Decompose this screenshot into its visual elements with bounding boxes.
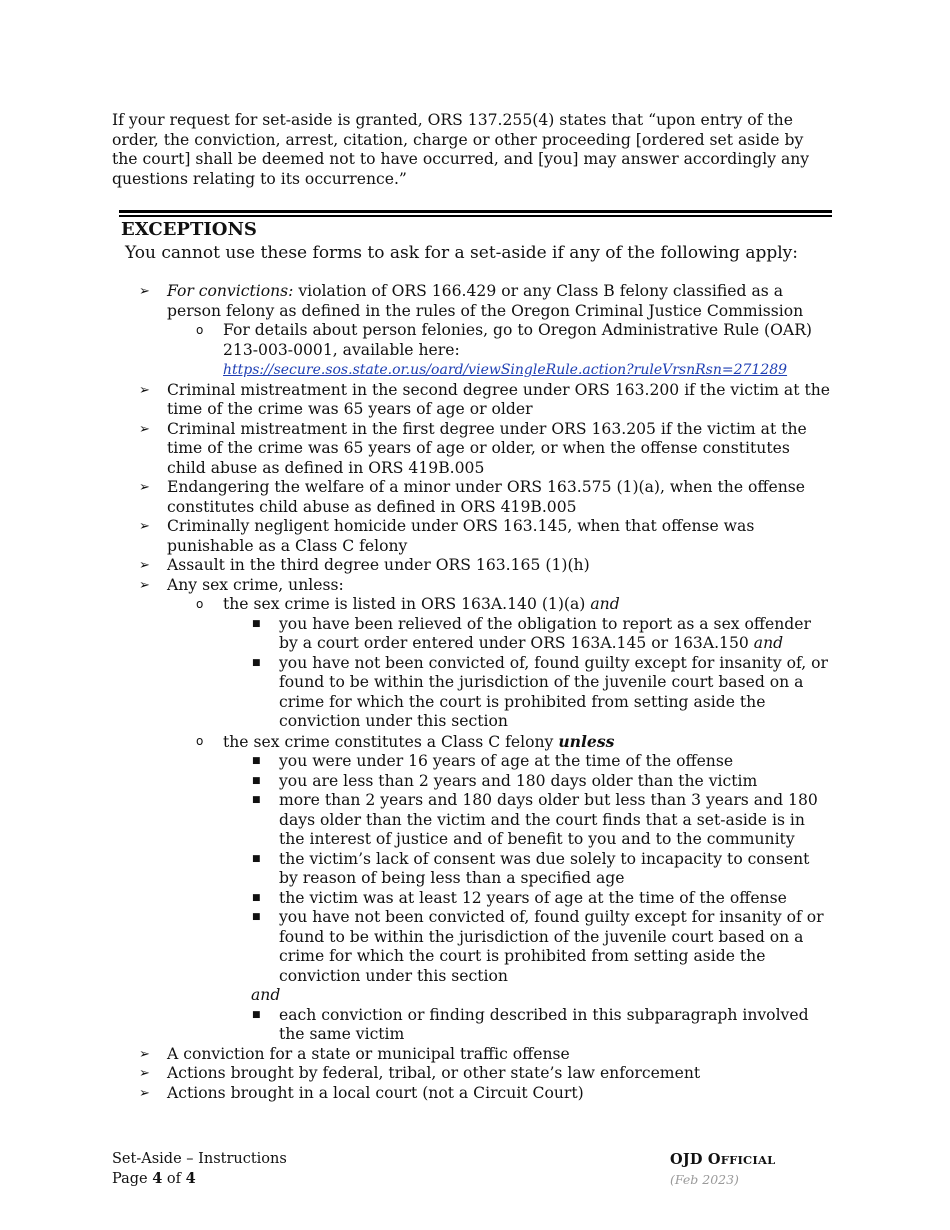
footer-right [670,1150,775,1189]
arrow-bullet-icon: ➢ [139,519,150,534]
item-lead: For convictions: [167,282,294,300]
circle-bullet-icon: o [196,733,204,748]
revision-date: (Feb 2023) [670,1172,739,1187]
list-item [139,517,832,556]
arrow-bullet-icon: ➢ [139,1085,150,1101]
square-bullet-icon: ■ [252,853,261,864]
subsubitem-text: more than 2 years and 180 days older but less than 3 years and 180 days older than the victim and the court finds that a set-aside is in the interest of justice and of benefit to you and to the community [279,791,818,848]
subsubitem-text: you were under 16 years of age at the time of the offense [279,752,734,770]
list-subsubitem [252,653,832,732]
exceptions-subheading: You cannot use these forms to ask for a set-aside if any of the following apply: [125,243,798,263]
square-bullet-icon: ■ [252,657,261,668]
list-subitem [196,321,832,381]
list-subsubitem [252,614,832,654]
oar-rule-link[interactable]: https://secure.sos.state.or.us/oard/viewSingleRule.action?ruleVrsnRsn=271289 [223,362,788,378]
square-bullet-icon: ■ [252,912,261,922]
list-subitem [196,731,832,753]
list-subsubitem [252,908,832,986]
item-text: Actions brought by federal, tribal, or other state’s law enforcement [167,1064,701,1082]
item-text: Criminal mistreatment in the second degree under ORS 163.200 if the victim at the time of the crime was 65 years of age or older [167,380,830,418]
page-label: Page [112,1171,153,1187]
footer-page-number [112,1169,287,1189]
footer-doc-title: Set-Aside – Instructions [112,1151,287,1167]
list-item [139,1044,832,1065]
section-rule-thick [119,210,832,213]
square-bullet-icon: ■ [252,775,261,786]
ojd-official-mark [670,1150,775,1170]
page-current: 4 [152,1170,163,1187]
list-subitem [196,595,832,615]
arrow-bullet-icon: ➢ [139,480,150,495]
arrow-bullet-icon: ➢ [139,382,150,398]
section-rule-thin [119,215,832,217]
list-item [139,478,832,517]
square-bullet-icon: ■ [252,1009,261,1020]
item-text: Endangering the welfare of a minor under ORS 163.575 (1)(a), when the offense constitutes child abuse as defined in ORS 419B.005 [167,478,805,516]
subitem-text: For details about person felonies, go to Oregon Administrative Rule (OAR) 213-003-0001, available here: [223,321,813,359]
list-item [139,380,832,420]
subsubitem-text: the victim was at least 12 years of age at the time of the offense [279,888,787,907]
page-total: 4 [185,1170,196,1187]
list-item [139,419,832,479]
circle-bullet-icon: o [196,597,204,611]
item-text: violation of ORS 166.429 or any Class B felony classified as a person felony as defined in the rules of the Oregon Criminal Justice Commission [167,282,804,320]
arrow-bullet-icon: ➢ [139,1046,150,1062]
subitem-text: the sex crime constitutes a Class C felony [223,732,559,751]
arrow-bullet-icon: ➢ [139,558,150,573]
subsubitem-text: each conviction or finding described in this subparagraph involved the same victim [279,1005,809,1043]
circle-bullet-icon: o [196,323,204,337]
subitem-text: the sex crime is listed in ORS 163A.140 (1)(a) [223,595,591,613]
and-connector: and [251,986,281,1004]
subsubitem-text: you have been relieved of the obligation to report as a sex offender by a court order entered under ORS 163A.145 or 163A.150 [279,614,811,652]
ojd-official-rest: FFICIAL [720,1153,776,1167]
list-item [139,282,832,321]
subsubitem-text: you have not been convicted of, found guilty except for insanity of, or found to be within the jurisdiction of the juvenile court based on a crime for which the court is prohibited from setting aside the conviction under this section [279,653,829,730]
arrow-bullet-icon: ➢ [139,1066,150,1081]
exceptions-list [0,282,950,1103]
and-emphasis: and [753,634,784,652]
square-bullet-icon: ■ [252,756,261,766]
subsubitem-text: the victim’s lack of consent was due solely to incapacity to consent by reason of being less than a specified age [279,849,810,887]
item-text: Criminally negligent homicide under ORS 163.145, when that offense was punishable as a Class C felony [167,517,755,555]
page-of: of [162,1171,186,1187]
item-text: Criminal mistreatment in the first degree under ORS 163.205 if the victim at the time of the crime was 65 years of age or older, or when the offense constitutes child abuse as defined in ORS 419B.005 [167,419,807,477]
arrow-bullet-icon: ➢ [139,421,150,437]
list-item [139,556,832,576]
item-text: Actions brought in a local court (not a Circuit Court) [167,1083,584,1102]
footer-left [112,1150,287,1189]
arrow-bullet-icon: ➢ [139,577,150,593]
square-bullet-icon: ■ [252,618,261,629]
item-text: A conviction for a state or municipal traffic offense [167,1044,570,1063]
intro-paragraph: If your request for set-aside is granted, ORS 137.255(4) states that “upon entry of the order, the conviction, arrest, citation, charge or other proceeding [ordered set aside by the court] shall be deemed not to have occurred, and [you] may answer accordingly any questions relating to its occurrence.” [112,111,810,188]
exceptions-heading: EXCEPTIONS [121,219,257,240]
ojd-official-lead: OJD O [670,1151,721,1168]
list-subsubitem [252,752,832,772]
list-subsubitem [252,791,832,850]
list-subsubitem [252,1005,832,1045]
subsubitem-text: you are less than 2 years and 180 days older than the victim [279,771,758,790]
and-emphasis: and [590,595,620,613]
unless-emphasis: unless [558,731,615,751]
square-bullet-icon: ■ [252,795,261,805]
square-bullet-icon: ■ [252,892,261,903]
list-item [139,1064,832,1084]
subsubitem-text: you have not been convicted of, found guilty except for insanity of or found to be within the jurisdiction of the juvenile court based on a crime for which the court is prohibited from setting aside the conviction under this section [279,908,824,985]
item-text: Assault in the third degree under ORS 163.165 (1)(h) [167,556,590,574]
list-item [139,1083,832,1104]
list-subsubitem [252,888,832,909]
list-item [139,575,832,596]
arrow-bullet-icon: ➢ [139,284,150,299]
item-text: Any sex crime, unless: [167,575,344,594]
list-subsubitem [252,771,832,792]
list-subsubitem [252,849,832,889]
